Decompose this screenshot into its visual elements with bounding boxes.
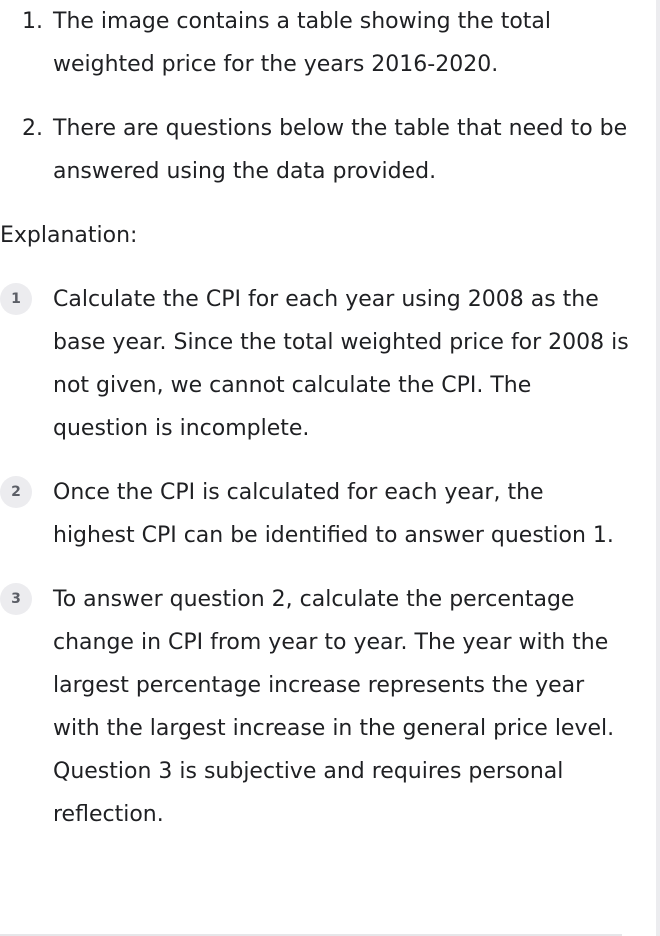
step-text: To answer question 2, calculate the percentage change in CPI from year to year. The year with the largest percentage increase represents the year with the largest increase in the general price level. Question 3 is subjective and requires personal reflection. [53, 587, 615, 827]
scrollbar[interactable] [656, 0, 660, 936]
list-item [0, 0, 630, 86]
step-text: Once the CPI is calculated for each year, the highest CPI can be identified to answer question 1. [53, 480, 614, 548]
step-number-badge: 2 [0, 476, 32, 508]
numbered-list [0, 0, 630, 193]
explanation-heading: Explanation: [0, 223, 138, 248]
explanation-steps [0, 278, 630, 836]
step-item [0, 471, 630, 557]
step-item [0, 278, 630, 450]
step-number-badge: 1 [0, 283, 32, 315]
list-item-number: 1. [22, 9, 43, 34]
step-item [0, 578, 630, 836]
list-item-number: 2. [22, 116, 43, 141]
list-item [0, 107, 630, 193]
list-item-text: The image contains a table showing the total weighted price for the years 2016-2020. [53, 9, 552, 77]
step-number-badge: 3 [0, 583, 32, 615]
step-text: Calculate the CPI for each year using 2008 as the base year. Since the total weighted price for 2008 is not given, we cannot calculate the CPI. The question is incomplete. [53, 287, 629, 441]
list-item-text: There are questions below the table that need to be answered using the data provided. [53, 116, 628, 184]
